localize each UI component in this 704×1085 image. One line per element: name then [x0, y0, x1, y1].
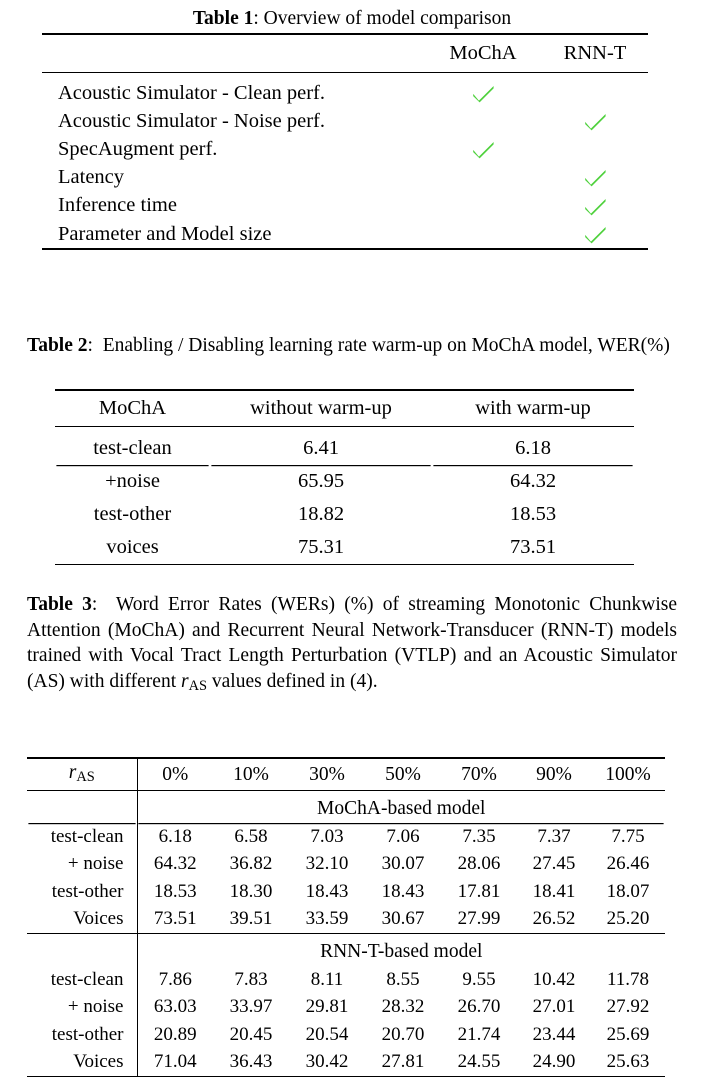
- table1-row-label: Acoustic Simulator - Noise perf.: [42, 107, 424, 135]
- table1-body: [42, 73, 648, 259]
- table3-cell: 27.99: [441, 906, 517, 934]
- table3-cell: 71.04: [137, 1049, 213, 1077]
- table3-row-label: Voices: [27, 1049, 137, 1077]
- table3-row-label: test-other: [27, 1021, 137, 1049]
- table1-cell-rnnt: [542, 135, 648, 163]
- table3-caption: [27, 592, 677, 699]
- table1-cell-rnnt: [542, 107, 648, 135]
- table3-header-col-5: 90%: [517, 758, 591, 791]
- table2-cell-with: 73.51: [432, 531, 634, 565]
- table3-container: [27, 757, 665, 1085]
- table3-cell: 25.63: [591, 1049, 665, 1077]
- table1-cell-rnnt: [542, 164, 648, 192]
- table1-header-blank: [42, 34, 424, 73]
- table2-caption-sep: :: [88, 335, 98, 356]
- table3-bottom-rule: [591, 1077, 665, 1085]
- table3-cell: 30.07: [365, 851, 441, 879]
- table1-cell-mocha: [424, 164, 542, 192]
- table1-row-label: Inference time: [42, 192, 424, 220]
- table3-cell: 32.10: [289, 851, 365, 879]
- table3-cell: 27.45: [517, 851, 591, 879]
- table1-row-label: SpecAugment perf.: [42, 135, 424, 163]
- check-mark-icon: [584, 113, 607, 131]
- table3-cell: 73.51: [137, 906, 213, 934]
- table3-caption-label: Table 3: [27, 594, 92, 615]
- check-mark-icon: [472, 141, 495, 159]
- table2-bottom-rule: [210, 565, 432, 574]
- table1-cell-mocha: [424, 220, 542, 249]
- table1-caption: [27, 6, 677, 32]
- table3-cell: 6.58: [213, 823, 289, 851]
- check-mark-icon: [584, 169, 607, 187]
- table-row: [27, 823, 665, 851]
- table3-row-label: + noise: [27, 994, 137, 1022]
- table-row: [55, 465, 634, 498]
- table3-cell: 18.07: [591, 878, 665, 906]
- table3: [27, 757, 665, 1085]
- table3-cell: 7.75: [591, 823, 665, 851]
- table2-header-row: [55, 390, 634, 427]
- table3-cell: 18.43: [289, 878, 365, 906]
- table2-row-label: voices: [55, 531, 210, 565]
- table2-caption-label: Table 2: [27, 335, 88, 356]
- table1-bottom-rule: [42, 249, 424, 258]
- table3-row-label: + noise: [27, 851, 137, 879]
- table3-caption-sep: :: [92, 594, 107, 615]
- table3-section-rnnt: [27, 934, 665, 1085]
- table3-cell: 64.32: [137, 851, 213, 879]
- table1-bottom-rule: [542, 249, 648, 258]
- table3-corner-symbol-sub: AS: [76, 770, 94, 786]
- table1-row-label: Parameter and Model size: [42, 220, 424, 249]
- table3-bottom-rule: [137, 1077, 213, 1085]
- table3-cell: 26.70: [441, 994, 517, 1022]
- table2-bottom-rule: [55, 565, 210, 574]
- table3-header-col-4: 70%: [441, 758, 517, 791]
- table1-header-rnnt: RNN-T: [542, 34, 648, 73]
- table3-cell: 29.81: [289, 994, 365, 1022]
- table3-caption-text-b: values defined in (4).: [207, 671, 378, 692]
- table2-header-without-warmup: without warm-up: [210, 390, 432, 427]
- table3-header-col-0: 0%: [137, 758, 213, 791]
- check-mark-icon: [584, 198, 607, 216]
- table2-header-with-warmup: with warm-up: [432, 390, 634, 427]
- table3-cell: 30.67: [365, 906, 441, 934]
- table3-section-title-blank: [27, 934, 137, 967]
- table-row: [27, 906, 665, 934]
- table3-header-col-2: 30%: [289, 758, 365, 791]
- table3-cell: 27.81: [365, 1049, 441, 1077]
- table3-cell: 36.82: [213, 851, 289, 879]
- table3-cell: 8.11: [289, 966, 365, 994]
- table3-cell: 25.69: [591, 1021, 665, 1049]
- table3-cell: 7.37: [517, 823, 591, 851]
- table3-corner-symbol-base: r: [69, 762, 77, 783]
- table-row: [55, 498, 634, 531]
- table2-cell-with: 6.18: [432, 427, 634, 466]
- table1-row-label: Latency: [42, 164, 424, 192]
- table3-cell: 27.01: [517, 994, 591, 1022]
- table3-caption-symbol-sub: AS: [189, 678, 207, 694]
- table1-cell-rnnt: [542, 73, 648, 108]
- table3-cell: 11.78: [591, 966, 665, 994]
- table1-header-row: [42, 34, 648, 73]
- table-row: [42, 164, 648, 192]
- table3-cell: 7.06: [365, 823, 441, 851]
- table2-header-mocha: MoChA: [55, 390, 210, 427]
- table3-cell: 21.74: [441, 1021, 517, 1049]
- table-row: [27, 1049, 665, 1077]
- table1-cell-rnnt: [542, 220, 648, 249]
- table1-caption-text: Overview of model comparison: [264, 8, 511, 29]
- table3-header-col-3: 50%: [365, 758, 441, 791]
- table3-cell: 24.55: [441, 1049, 517, 1077]
- table3-cell: 36.43: [213, 1049, 289, 1077]
- table3-bottom-rule: [27, 1077, 137, 1085]
- table1-caption-label: Table 1: [193, 8, 254, 29]
- table2-bottom-rule: [432, 565, 634, 574]
- table3-cell: 7.86: [137, 966, 213, 994]
- table-row: [27, 966, 665, 994]
- table3-cell: 7.83: [213, 966, 289, 994]
- table2-cell-with: 18.53: [432, 498, 634, 531]
- table3-cell: 27.92: [591, 994, 665, 1022]
- table3-cell: 23.44: [517, 1021, 591, 1049]
- table3-section-title-row: [27, 934, 665, 967]
- table3-cell: 33.59: [289, 906, 365, 934]
- table2-caption-text: Enabling / Disabling learning rate warm-up on MoChA model, WER(%): [103, 335, 670, 356]
- table3-cell: 24.90: [517, 1049, 591, 1077]
- table-row: [42, 135, 648, 163]
- table3-row-label: test-clean: [27, 823, 137, 851]
- table3-bottom-rule: [289, 1077, 365, 1085]
- table3-caption-text-a: Word Error Rates (WERs) (%) of streaming Monotonic Chunkwise Attention (MoChA) and Recurrent Neural Network-Transducer (RNN-T) models trained with Vocal Tract Length Perturbation (VTLP) and an Acoustic Simulator (AS) with different: [27, 594, 677, 692]
- table3-cell: 18.43: [365, 878, 441, 906]
- table-row: [42, 73, 648, 108]
- table3-cell: 28.32: [365, 994, 441, 1022]
- table2: [55, 389, 634, 573]
- table1: [42, 33, 648, 258]
- table3-cell: 18.53: [137, 878, 213, 906]
- table-row: [27, 878, 665, 906]
- table-row: [42, 220, 648, 249]
- table3-row-label: test-other: [27, 878, 137, 906]
- table2-container: [55, 389, 634, 573]
- table3-header-row: [27, 758, 665, 791]
- table3-cell: 17.81: [441, 878, 517, 906]
- table-row: [27, 994, 665, 1022]
- table3-cell: 18.41: [517, 878, 591, 906]
- table3-section-title-blank: [27, 791, 137, 824]
- table1-bottom-rule-row: [42, 249, 648, 258]
- table3-section-title: RNN-T-based model: [137, 934, 665, 967]
- table-row: [42, 192, 648, 220]
- table1-cell-mocha: [424, 73, 542, 108]
- table-row: [42, 107, 648, 135]
- table3-cell: 28.06: [441, 851, 517, 879]
- table3-bottom-rule-row: [27, 1077, 665, 1085]
- table1-cell-mocha: [424, 135, 542, 163]
- table3-header-col-1: 10%: [213, 758, 289, 791]
- table2-cell-without: 6.41: [210, 427, 432, 466]
- table1-caption-sep: :: [253, 8, 263, 29]
- table3-cell: 26.46: [591, 851, 665, 879]
- table2-caption: [27, 333, 677, 359]
- table2-bottom-rule-row: [55, 565, 634, 574]
- table3-header-col-6: 100%: [591, 758, 665, 791]
- table2-row-label: test-other: [55, 498, 210, 531]
- table3-cell: 9.55: [441, 966, 517, 994]
- table2-row-label: +noise: [55, 465, 210, 498]
- table3-cell: 7.35: [441, 823, 517, 851]
- table3-bottom-rule: [441, 1077, 517, 1085]
- table3-row-label: test-clean: [27, 966, 137, 994]
- check-mark-icon: [472, 85, 495, 103]
- table3-cell: 6.18: [137, 823, 213, 851]
- table-row: [55, 427, 634, 466]
- table3-corner-symbol: [27, 758, 137, 791]
- table2-cell-without: 18.82: [210, 498, 432, 531]
- table-row: [27, 1021, 665, 1049]
- table3-cell: 18.30: [213, 878, 289, 906]
- table1-container: [42, 33, 648, 258]
- table3-cell: 63.03: [137, 994, 213, 1022]
- table3-cell: 33.97: [213, 994, 289, 1022]
- table3-cell: 7.03: [289, 823, 365, 851]
- table3-section-title: MoChA-based model: [137, 791, 665, 824]
- table3-bottom-rule: [517, 1077, 591, 1085]
- table1-cell-rnnt: [542, 192, 648, 220]
- table3-cell: 30.42: [289, 1049, 365, 1077]
- table2-cell-with: 64.32: [432, 465, 634, 498]
- table-row: [55, 531, 634, 565]
- table3-cell: 20.45: [213, 1021, 289, 1049]
- table1-bottom-rule: [424, 249, 542, 258]
- table3-cell: 8.55: [365, 966, 441, 994]
- table3-cell: 26.52: [517, 906, 591, 934]
- table3-cell: 10.42: [517, 966, 591, 994]
- table3-caption-symbol: r: [181, 671, 189, 692]
- table2-body: [55, 427, 634, 574]
- table3-section-mocha: [27, 791, 665, 934]
- table2-cell-without: 65.95: [210, 465, 432, 498]
- table3-cell: 25.20: [591, 906, 665, 934]
- table2-row-label: test-clean: [55, 427, 210, 466]
- table3-bottom-rule: [213, 1077, 289, 1085]
- table1-header-mocha: MoChA: [424, 34, 542, 73]
- table1-cell-mocha: [424, 192, 542, 220]
- table3-bottom-rule: [365, 1077, 441, 1085]
- table2-cell-without: 75.31: [210, 531, 432, 565]
- table3-cell: 20.70: [365, 1021, 441, 1049]
- table3-row-label: Voices: [27, 906, 137, 934]
- table3-cell: 20.54: [289, 1021, 365, 1049]
- check-mark-icon: [584, 226, 607, 244]
- table3-cell: 20.89: [137, 1021, 213, 1049]
- table3-section-title-row: [27, 791, 665, 824]
- table-row: [27, 851, 665, 879]
- table1-cell-mocha: [424, 107, 542, 135]
- table3-cell: 39.51: [213, 906, 289, 934]
- table1-row-label: Acoustic Simulator - Clean perf.: [42, 73, 424, 108]
